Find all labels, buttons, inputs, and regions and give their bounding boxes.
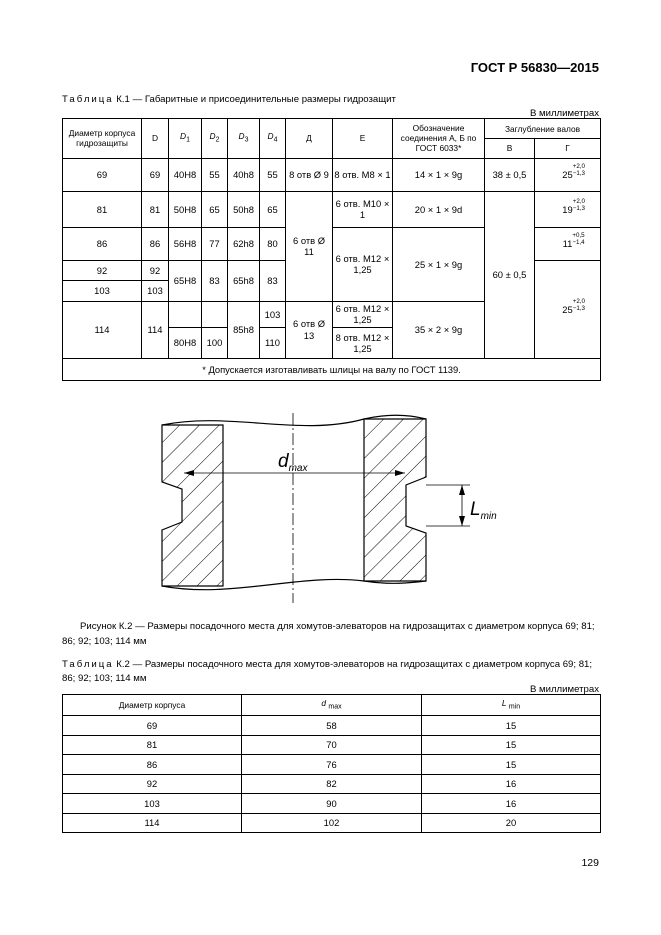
table-cell: 81 (63, 735, 242, 755)
col-header-D: D (142, 119, 169, 159)
table-cell: 110 (260, 328, 286, 358)
lmin-arrow-top (459, 485, 465, 495)
table-row (63, 735, 601, 755)
table-cell: 38 ± 0,5 (485, 158, 535, 192)
table-cell: 103 (63, 794, 242, 814)
table1-caption (62, 94, 396, 105)
table-cell: 56Н8 (169, 227, 202, 261)
table-row (63, 755, 601, 775)
table-cell: 60 ± 0,5 (485, 192, 535, 358)
col-header-diameter: Диаметр корпуса (63, 695, 242, 716)
table-cell: 80Н8 (169, 328, 202, 358)
table-row (63, 813, 601, 833)
table-cell: 15 (422, 735, 601, 755)
table-cell: 70 (242, 735, 422, 755)
table-cell: 6 отв. М12 × 1,25 (333, 227, 393, 301)
table-cell: 8 отв. М12 × 1,25 (333, 328, 393, 358)
table-cell: 11 +0,5 −1,4 (535, 227, 601, 261)
table-cell: 69 (63, 716, 242, 736)
table-cell: 6 отв. М10 × 1 (333, 192, 393, 228)
col-header-depth-g: Г (535, 139, 601, 158)
table-cell: 65 (260, 192, 286, 228)
table1-caption-number: К.1 (116, 94, 130, 105)
table-cell: 76 (242, 755, 422, 775)
table-cell: 58 (242, 716, 422, 736)
table-cell: 6 отв. М12 × 1,25 (333, 301, 393, 327)
table2 (62, 694, 601, 833)
table-cell: 50h8 (228, 192, 260, 228)
table-row (63, 794, 601, 814)
table-cell: 86 (63, 227, 142, 261)
table-cell: 114 (63, 301, 142, 358)
table2-caption (62, 658, 600, 686)
table-cell: 92 (142, 261, 169, 281)
table-cell: 114 (142, 301, 169, 358)
table-cell: 55 (202, 158, 228, 192)
table-cell: 15 (422, 716, 601, 736)
label-lmin: $L_{min}$ (470, 499, 497, 522)
table-cell: 20 × 1 × 9d (393, 192, 485, 228)
table-cell: 83 (260, 261, 286, 302)
lmin-arrow-bottom (459, 516, 465, 526)
table1-units: В миллиметрах (529, 108, 599, 119)
col-header-depth: Заглубление валов (485, 119, 601, 139)
table1-caption-prefix: Таблица (62, 94, 114, 105)
table2-caption-text: — Размеры посадочного места для хомутов-элеваторов на гидрозащитах с диаметром корпуса 69; 81; 86; 92; 103; 114 мм (62, 659, 593, 684)
table-cell: 90 (242, 794, 422, 814)
table-cell: 80 (260, 227, 286, 261)
table-cell: 103 (142, 281, 169, 301)
table-cell: 50Н8 (169, 192, 202, 228)
table1-caption-text: — Габаритные и присоединительные размеры гидрозащит (132, 94, 396, 105)
table-cell: 16 (422, 774, 601, 794)
table-cell: 92 (63, 261, 142, 281)
table-cell: 65h8 (228, 261, 260, 302)
table-cell: 100 (202, 328, 228, 358)
table2-caption-prefix: Таблица (62, 659, 114, 670)
col-header-lmin: L $_{min}$ (422, 695, 601, 716)
table-cell: 8 отв Ø 9 (286, 158, 333, 192)
table-cell: 103 (260, 301, 286, 327)
page-number: 129 (581, 857, 599, 869)
table-cell: 6 отв Ø 11 (286, 192, 333, 302)
table-row (63, 716, 601, 736)
table-cell: 8 отв. М8 × 1 (333, 158, 393, 192)
table-cell: 92 (63, 774, 242, 794)
table-cell: 35 × 2 × 9g (393, 301, 485, 358)
table-cell: 82 (242, 774, 422, 794)
document-code: ГОСТ Р 56830—2015 (470, 60, 599, 75)
table-cell: 65 (202, 192, 228, 228)
table2-body (63, 716, 601, 833)
col-header-dmax: d $_{max}$ (242, 695, 422, 716)
table-cell: 69 (63, 158, 142, 192)
table-cell: 69 (142, 158, 169, 192)
col-header-D3: $D_3$ (228, 119, 260, 159)
table-cell: 25 +2,0 −1,3 (535, 261, 601, 358)
table-cell: 25 +2,0 −1,3 (535, 158, 601, 192)
table-cell: 40h8 (228, 158, 260, 192)
table-cell: 25 × 1 × 9g (393, 227, 485, 301)
label-dmax: $d_{max}$ (278, 451, 308, 474)
table-cell (169, 301, 202, 327)
table-cell (202, 301, 228, 327)
table-cell: 77 (202, 227, 228, 261)
col-header-holes-d: Д (286, 119, 333, 159)
table-cell: 85h8 (228, 301, 260, 358)
table-cell: 40Н8 (169, 158, 202, 192)
table-cell: 86 (63, 755, 242, 775)
table-cell: 103 (63, 281, 142, 301)
col-header-depth-v: В (485, 139, 535, 158)
table-cell: 114 (63, 813, 242, 833)
table-cell: 16 (422, 794, 601, 814)
figure-caption: Рисунок К.2 — Размеры посадочного места для хомутов-элеваторов на гидрозащитах с диаметром корпуса 69; 81; 86; 92; 103; 114 мм (62, 621, 595, 647)
col-header-diameter: Диаметр корпуса гидрозащиты (63, 119, 142, 159)
table-cell: 15 (422, 755, 601, 775)
table-cell: 102 (242, 813, 422, 833)
table-cell: 83 (202, 261, 228, 302)
col-header-designation: Обозначение соединения А, Б по ГОСТ 6033* (393, 119, 485, 159)
figure-k2 (140, 405, 520, 610)
left-wall (162, 425, 223, 586)
table-row (63, 774, 601, 794)
col-header-D4: $D_4$ (260, 119, 286, 159)
table-cell: 6 отв Ø 13 (286, 301, 333, 358)
table-cell: 65Н8 (169, 261, 202, 302)
col-header-D1: $D_1$ (169, 119, 202, 159)
table-cell: 20 (422, 813, 601, 833)
col-header-holes-e: Е (333, 119, 393, 159)
table-cell: 14 × 1 × 9g (393, 158, 485, 192)
table2-caption-number: К.2 (116, 659, 130, 670)
right-wall (364, 419, 426, 581)
table-cell: 19 +2,0 −1,3 (535, 192, 601, 228)
table-cell: 55 (260, 158, 286, 192)
table-cell: 62h8 (228, 227, 260, 261)
table1 (62, 118, 601, 381)
table-cell: 86 (142, 227, 169, 261)
table-cell: 81 (142, 192, 169, 228)
col-header-D2: $D_2$ (202, 119, 228, 159)
table2-units: В миллиметрах (529, 684, 599, 695)
table1-footnote: * Допускается изготавливать шлицы на валу по ГОСТ 1139. (63, 358, 601, 380)
table-cell: 81 (63, 192, 142, 228)
